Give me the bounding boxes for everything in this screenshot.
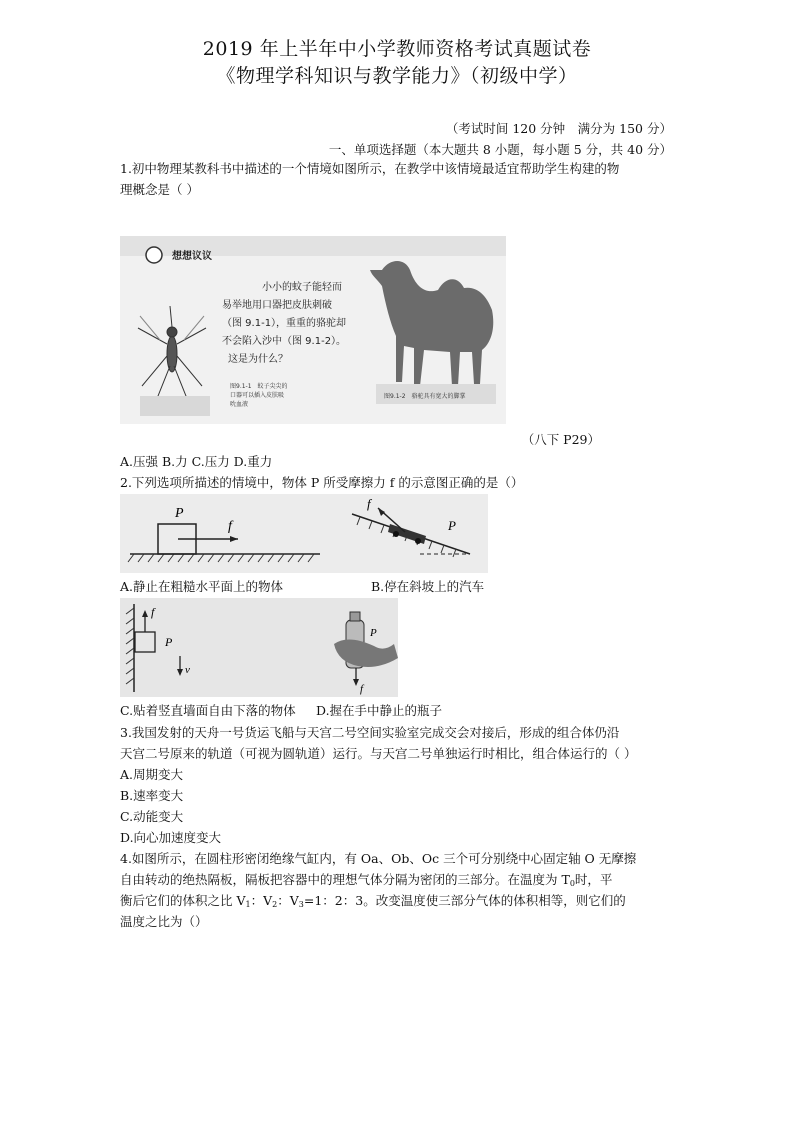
exam-info: （考试时间 120 分钟 满分为 150 分）: [445, 121, 672, 136]
section-heading: 一、单项选择题（本大题共 8 小题，每小题 5 分，共 40 分）: [328, 142, 672, 157]
q2-option-c: C.贴着竖直墙面自由下落的物体: [120, 703, 296, 718]
q4-line3-d: =1：2：3。改变温度使三部分气体的体积相等，则它们的: [303, 893, 626, 908]
caption-1-line1: 图9.1-1 蚊子尖尖的: [230, 383, 288, 390]
label-p-d: P: [370, 627, 377, 639]
label-p-c: P: [165, 635, 173, 649]
q2-figure-ab: [120, 494, 488, 573]
q4-line3-sub2: 2: [272, 900, 278, 909]
q2-option-b: B.停在斜坡上的汽车: [371, 579, 485, 594]
label-f-d: f: [360, 683, 364, 695]
figure-heading: 想想议议: [172, 251, 212, 262]
label-f-b: f: [367, 496, 371, 511]
page-subtitle: 《物理学科知识与教学能力》（初级中学）: [216, 65, 578, 87]
q3-option-c: C.动能变大: [120, 809, 184, 824]
caption-1-line2: 口器可以插入皮肤吸: [230, 392, 285, 399]
q1-stem-line1: 1.初中物理某教科书中描述的一个情境如图所示，在教学中该情境最适宜帮助学生构建的物: [120, 161, 620, 176]
q3-option-b: B.速率变大: [120, 788, 184, 803]
q2-figure-cd: [120, 598, 398, 697]
q1-stem-line2: 理概念是（ ）: [120, 182, 199, 197]
q4-line2-subscript: 0: [569, 879, 575, 888]
q3-stem-line1: 3.我国发射的天舟一号货运飞船与天宫二号空间实验室完成交会对接后，形成的组合体仍沿: [120, 725, 620, 740]
page-title: 2019 年上半年中小学教师资格考试真题试卷: [202, 38, 592, 60]
q4-line3-sub1: 1: [245, 900, 251, 909]
q1-figure: [120, 236, 506, 424]
label-v-c: v: [185, 664, 190, 676]
bulb-icon: [146, 247, 162, 263]
q4-line3-a: 衡后它们的体积之比 V: [120, 893, 246, 908]
figure-text-2: 易举地用口器把皮肤刺破: [222, 300, 332, 311]
q2-stem: 2.下列选项所描述的情境中，物体 P 所受摩擦力 f 的示意图正确的是（）: [120, 475, 524, 490]
q2-option-d: D.握在手中静止的瓶子: [316, 703, 443, 718]
q4-line3-sub3: 3: [298, 900, 304, 909]
q4-stem-line1: 4.如图所示，在圆柱形密闭绝缘气缸内，有 Oa、Ob、Oc 三个可分别绕中心固定轴 O 无摩擦: [120, 851, 637, 866]
label-p-b: P: [448, 518, 456, 533]
figure-text-4: 不会陷入沙中（图 9.1-2）。: [222, 336, 347, 347]
figure-text-1: 小小的蚊子能轻而: [262, 282, 342, 293]
q3-stem-line2: 天宫二号原来的轨道（可视为圆轨道）运行。与天宫二号单独运行时相比，组合体运行的（ ）: [120, 746, 637, 761]
q1-source: （八下 P29）: [521, 432, 600, 447]
q4-stem-line4: 温度之比为（）: [120, 914, 208, 929]
label-f-c: f: [151, 605, 155, 619]
q4-line3-c: ：V: [277, 893, 299, 908]
q3-option-d: D.向心加速度变大: [120, 830, 222, 845]
figure-text-3: （图 9.1-1），重重的骆驼却: [222, 318, 347, 329]
q4-line2-text: 自由转动的绝热隔板，隔板把容器中的理想气体分隔为密闭的三部分。在温度为 T: [120, 872, 570, 887]
q2-option-a: A.静止在粗糙水平面上的物体: [120, 579, 284, 594]
q1-options: A.压强 B.力 C.压力 D.重力: [120, 454, 273, 469]
caption-2: 图9.1-2 骆驼具有宽大的脚掌: [384, 393, 466, 400]
q4-line2-end: 时，平: [574, 872, 613, 887]
q3-option-a: A.周期变大: [120, 767, 184, 782]
label-p-a: P: [175, 506, 184, 521]
caption-1-line3: 吮血液: [230, 401, 249, 408]
q4-line3-b: ：V: [250, 893, 273, 908]
figure-text-5: 这是为什么？: [228, 354, 288, 365]
label-f-a: f: [228, 519, 232, 534]
